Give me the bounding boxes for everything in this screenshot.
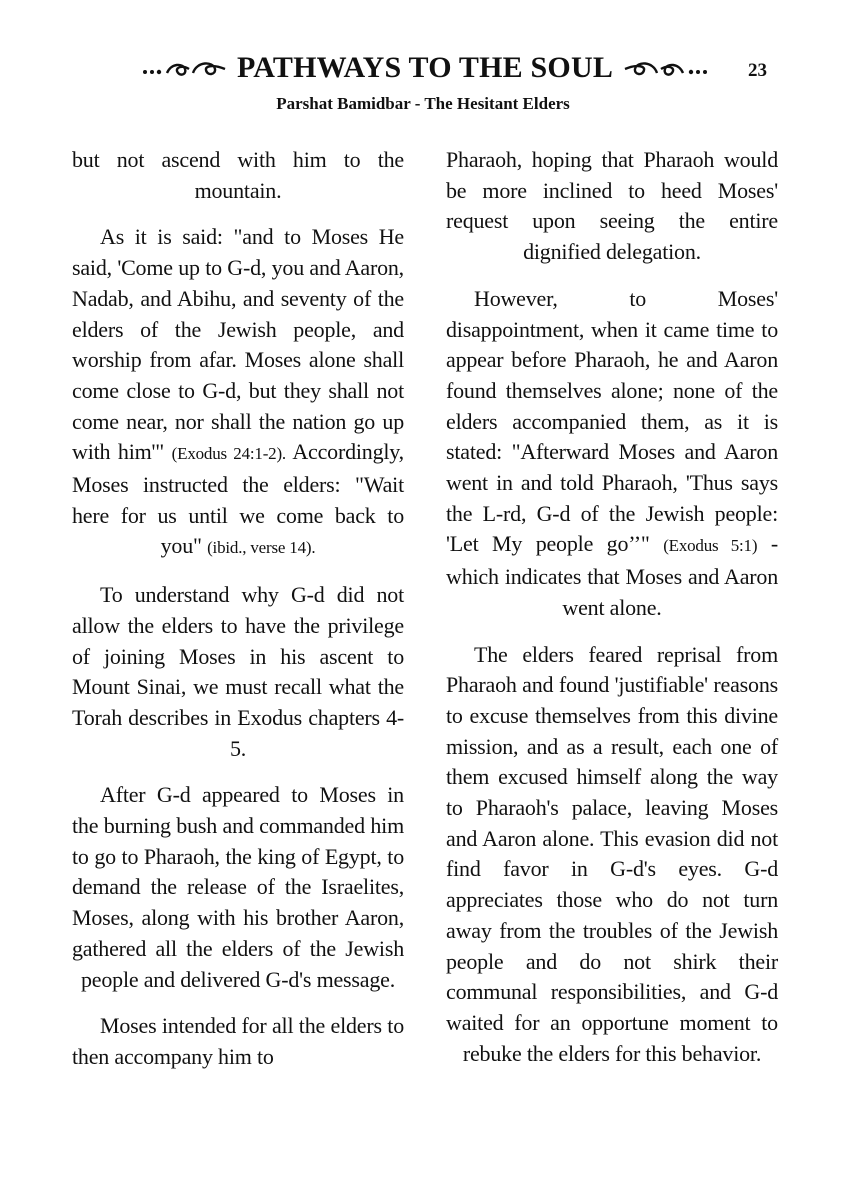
paragraph-text: - which indicates that Moses and Aaron went alone. (446, 531, 778, 620)
page-header (0, 50, 846, 90)
right-text-column (446, 145, 778, 1085)
paragraph: The elders feared reprisal from Pharaoh and found 'justifiable' reasons to excuse themselves from this divine mission, and as a result, each one of them excused himself along the way to Pharaoh's palace, leaving Moses and Aaron alone. This evasion did not find favor in G-d's eyes. G-d appreciates those who do not turn away from the troubles of the Jewish people and do not shirk their communal responsibilities, and G-d waited for an opportune moment to rebuke the elders for this behavior. (446, 641, 778, 1066)
paragraph: Moses intended for all the elders to then accompany him to (72, 1013, 404, 1069)
section-subtitle: Parshat Bamidbar - The Hesitant Elders (276, 94, 570, 113)
paragraph: Pharaoh, hoping that Pharaoh would be more inclined to heed Moses' request upon seeing the entire dignified delegation. (446, 147, 778, 265)
paragraph: but not ascend with him to the mountain. (72, 147, 404, 203)
paragraph-text: However, to Moses' disappointment, when it came time to appear before Pharaoh, he and Aaron found themselves alone; none of the elders accompanied them, as it is stated: "Afterward Moses and Aaron went in and told Pharaoh, 'Thus says the L-rd, G-d of the Jewish people: 'Let My people go’’" (446, 285, 778, 557)
paragraph-text: As it is said: "and to Moses He said, 'Come up to G-d, you and Aaron, Nadab, and Abihu, and seventy of the elders of the Jewish people, and worship from afar. Moses alone shall come close to G-d, but they shall not come near, nor shall the nation go up with him'" (72, 224, 404, 465)
paragraph: After G-d appeared to Moses in the burning bush and commanded him to go to Pharaoh, the king of Egypt, to demand the release of the Israelites, Moses, along with his brother Aaron, gathered all the elders of the Jewish people and delivered G-d's message. (72, 782, 404, 992)
paragraph: To understand why G-d did not allow the elders to have the privilege of joining Moses in his ascent to Mount Sinai, we must recall what the Torah describes in Exodus chapters 4-5. (72, 582, 404, 761)
paragraph-text: Accordingly, Moses instructed the elders: "Wait here for us until we come back to you" (72, 439, 404, 559)
left-text-column (72, 145, 404, 1089)
paragraph (446, 284, 778, 624)
paragraph (72, 222, 404, 564)
title-row (130, 50, 720, 86)
left-flourish-icon (141, 57, 229, 79)
scripture-reference: (ibid., verse 14). (207, 538, 316, 558)
scripture-reference: (Exodus 5:1) (663, 536, 758, 556)
right-flourish-icon (621, 57, 709, 79)
page-number: 23 (748, 60, 767, 81)
scripture-reference: (Exodus 24:1-2). (171, 444, 286, 464)
running-title: PATHWAYS TO THE SOUL (236, 51, 614, 84)
